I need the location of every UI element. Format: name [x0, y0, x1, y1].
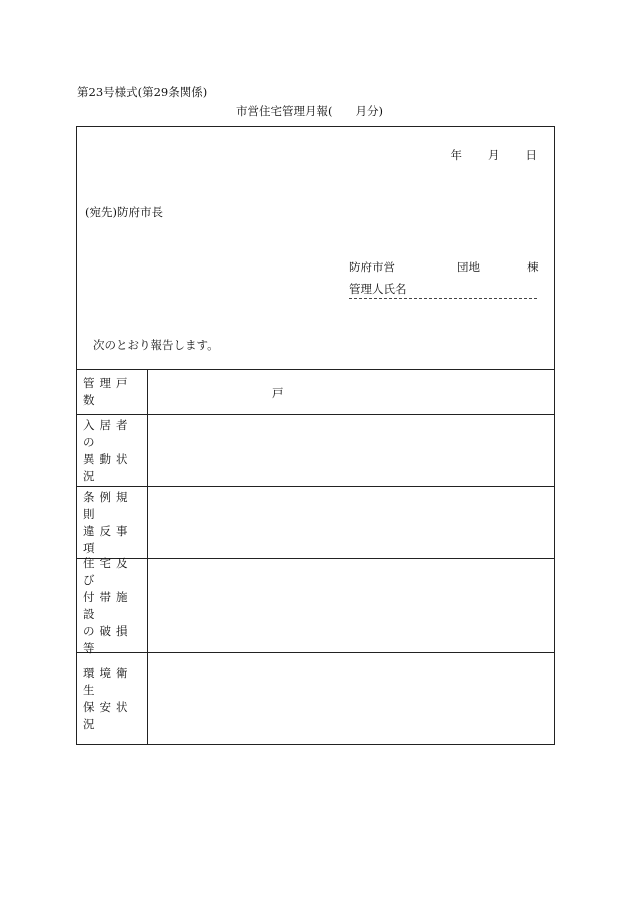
- row-label-line: 異動状況: [83, 451, 133, 483]
- document-title: 市営住宅管理月報( 月分): [236, 104, 383, 118]
- table-row: [77, 653, 554, 744]
- row-label-line: 条例規則: [83, 489, 133, 521]
- building-label: 棟: [527, 260, 539, 274]
- danchi-label: 団地: [457, 260, 480, 274]
- row-value: [148, 415, 554, 486]
- row-label-line: 入居者の: [83, 417, 133, 449]
- table-row: [77, 415, 554, 487]
- date-line: [451, 147, 538, 163]
- row-label-line: 保安状況: [83, 699, 133, 731]
- row-label-line: の破損等: [83, 623, 133, 655]
- table-row: [77, 555, 554, 655]
- manager-name-field: [349, 281, 537, 299]
- city-housing-label: 防府市営: [349, 260, 395, 274]
- row-value: [148, 559, 554, 652]
- table-row: [77, 370, 554, 415]
- manager-name-label: 管理人氏名: [349, 282, 407, 296]
- table-row: [77, 487, 554, 559]
- year-label: 年: [450, 148, 462, 162]
- row-label-line: 違反事項: [83, 523, 133, 555]
- row-value: [148, 653, 554, 744]
- day-label: 日: [525, 148, 537, 162]
- row-label: [77, 555, 148, 655]
- row-value: [148, 370, 554, 414]
- unit-label: 戸: [272, 386, 284, 400]
- report-statement: 次のとおり報告します。: [93, 338, 219, 352]
- row-label: [77, 487, 148, 558]
- addressee: (宛先)防府市長: [85, 205, 163, 219]
- row-label-line: 付帯施設: [83, 589, 133, 621]
- month-label: 月: [488, 148, 500, 162]
- row-label-line: 管理戸数: [83, 376, 133, 407]
- report-form-frame: [76, 126, 555, 745]
- row-label-line: 住宅及び: [83, 555, 133, 587]
- row-value: [148, 487, 554, 558]
- row-label-line: 環境衛生: [83, 665, 133, 697]
- row-label: [77, 370, 148, 414]
- form-number: 第23号様式(第29条関係): [77, 85, 208, 99]
- header-section: [77, 127, 554, 370]
- row-label: [77, 415, 148, 486]
- row-label: [77, 653, 148, 744]
